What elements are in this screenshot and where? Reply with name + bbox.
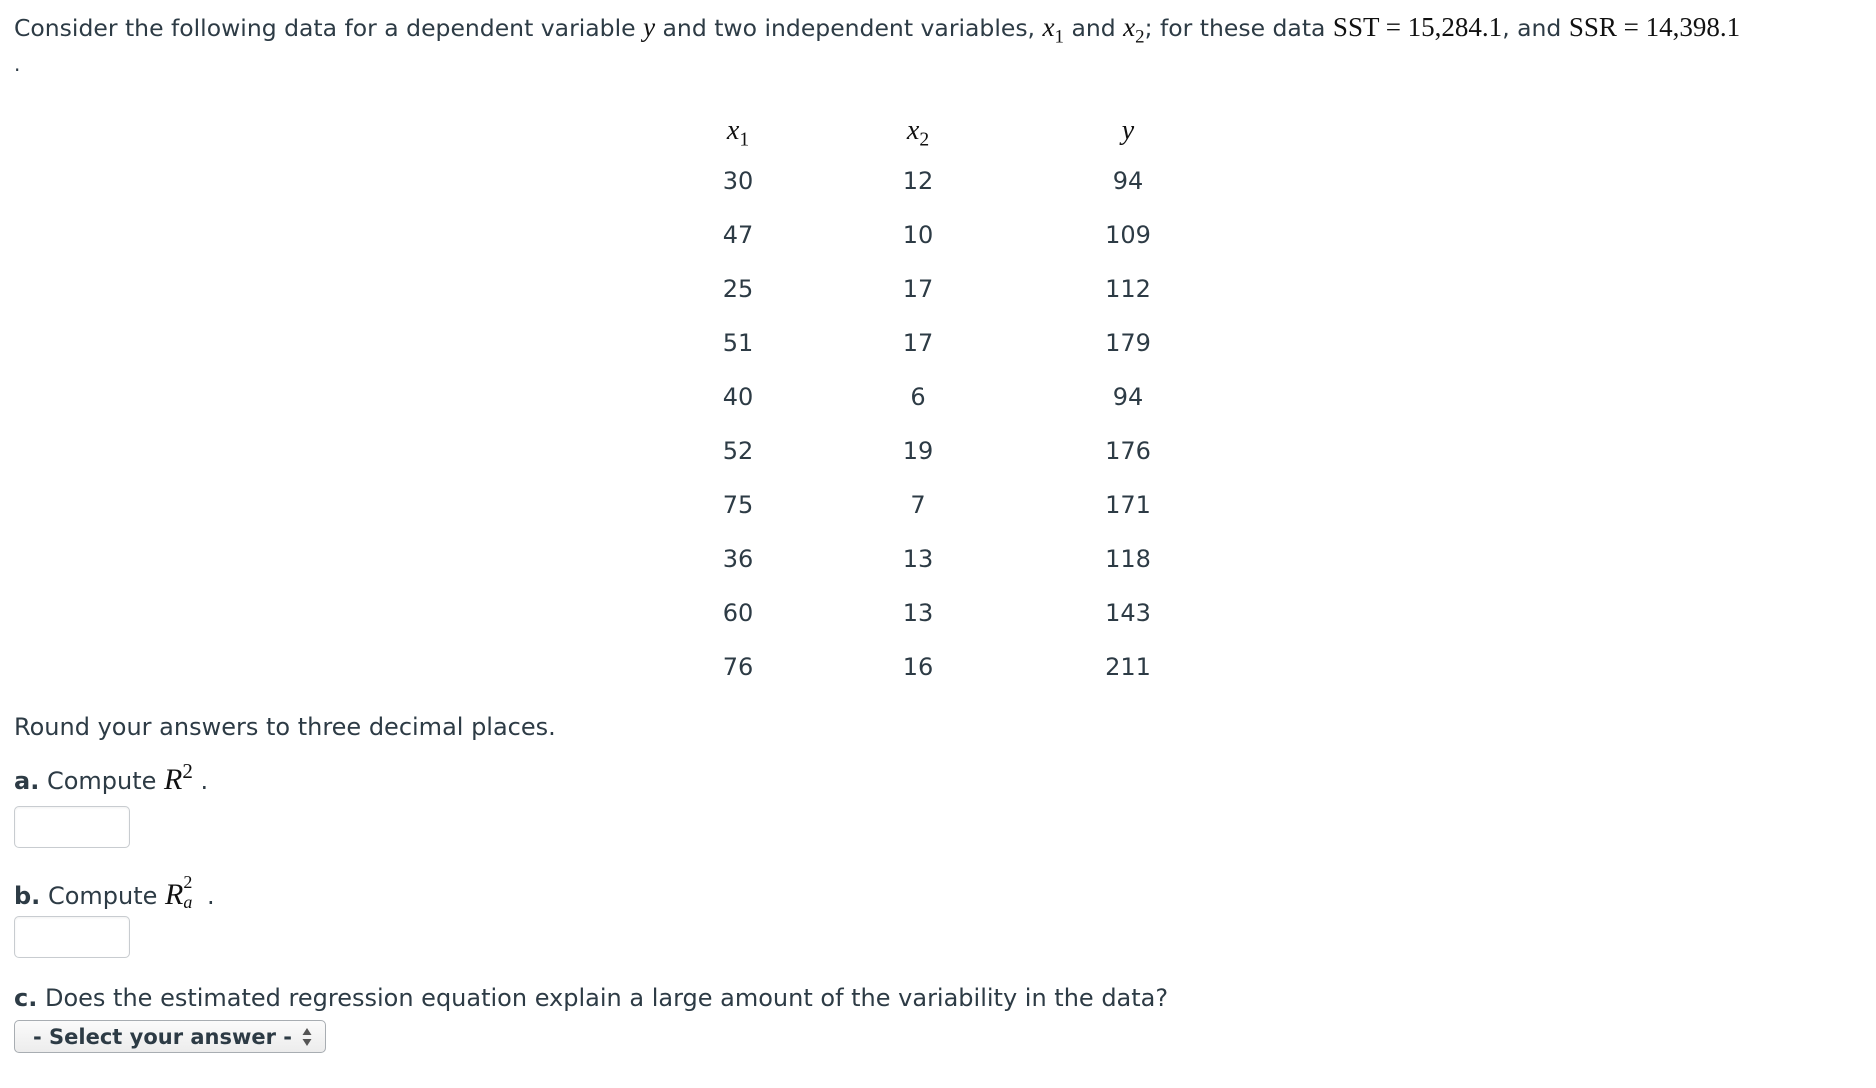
table-row xyxy=(680,424,1216,478)
sst-value: SST = 15,284.1 xyxy=(1332,12,1503,42)
cell-x1: 52 xyxy=(722,437,754,465)
intro-mid3: , and xyxy=(1502,14,1562,42)
cell-x1: 75 xyxy=(722,491,754,519)
cell-x2: 13 xyxy=(902,545,934,573)
table-row xyxy=(680,262,1216,316)
part-b-text: Compute xyxy=(47,882,158,910)
cell-x2: 6 xyxy=(910,383,926,411)
up-down-arrows-icon xyxy=(301,1025,313,1049)
part-a-prompt xyxy=(14,759,209,797)
data-table xyxy=(680,108,1216,694)
cell-x2: 19 xyxy=(902,437,934,465)
header-x1: $x_1$ xyxy=(726,115,750,151)
r-squared-answer-input[interactable] xyxy=(14,806,130,848)
r-squared-symbol: $R^2$ xyxy=(164,759,193,796)
table-row xyxy=(680,478,1216,532)
cell-x2: 12 xyxy=(902,167,934,195)
cell-x2: 7 xyxy=(910,491,926,519)
cell-x1: 76 xyxy=(722,653,754,681)
cell-x2: 17 xyxy=(902,275,934,303)
part-b-period: . xyxy=(207,882,215,910)
cell-y: 176 xyxy=(1105,437,1151,465)
cell-x2: 16 xyxy=(902,653,934,681)
variable-y: y xyxy=(643,12,656,42)
part-c-text: Does the estimated regression equation explain a large amount of the variability in the data? xyxy=(44,984,1169,1012)
part-c-prompt xyxy=(14,982,1168,1014)
cell-x2: 13 xyxy=(902,599,934,627)
adjusted-r-squared-symbol: R 2 a xyxy=(165,872,193,912)
table-row xyxy=(680,370,1216,424)
table-row xyxy=(680,586,1216,640)
problem-statement xyxy=(14,10,1874,48)
cell-x1: 36 xyxy=(722,545,754,573)
cell-y: 143 xyxy=(1105,599,1151,627)
table-row xyxy=(680,316,1216,370)
part-b-prompt xyxy=(14,874,215,912)
part-a-text: Compute xyxy=(46,767,157,795)
part-c-letter: c. xyxy=(14,984,38,1012)
cell-y: 118 xyxy=(1105,545,1151,573)
cell-x2: 10 xyxy=(902,221,934,249)
cell-x1: 30 xyxy=(722,167,754,195)
cell-y: 94 xyxy=(1112,383,1144,411)
rounding-instruction: Round your answers to three decimal places. xyxy=(14,713,556,741)
trailing-period: . xyxy=(14,52,21,76)
cell-y: 171 xyxy=(1105,491,1151,519)
cell-y: 179 xyxy=(1105,329,1151,357)
variable-x2: $x_2$ xyxy=(1123,12,1145,48)
cell-x1: 47 xyxy=(722,221,754,249)
part-b-letter: b. xyxy=(14,882,41,910)
table-header-row xyxy=(680,108,1216,154)
header-x2: $x_2$ xyxy=(906,115,930,151)
header-y: y xyxy=(1121,115,1135,146)
variable-x1: $x_1$ xyxy=(1042,12,1064,48)
answer-select-dropdown[interactable] xyxy=(14,1020,326,1053)
cell-x1: 25 xyxy=(722,275,754,303)
intro-mid1: and two independent variables, xyxy=(662,14,1036,42)
cell-x1: 60 xyxy=(722,599,754,627)
table-row xyxy=(680,640,1216,694)
ssr-value: SSR = 14,398.1 xyxy=(1568,12,1741,42)
cell-x1: 51 xyxy=(722,329,754,357)
cell-y: 211 xyxy=(1105,653,1151,681)
table-row xyxy=(680,532,1216,586)
cell-y: 112 xyxy=(1105,275,1151,303)
part-a-period: . xyxy=(200,767,209,795)
cell-y: 94 xyxy=(1112,167,1144,195)
part-a-letter: a. xyxy=(14,767,40,795)
cell-x2: 17 xyxy=(902,329,934,357)
cell-y: 109 xyxy=(1105,221,1151,249)
cell-x1: 40 xyxy=(722,383,754,411)
select-label: - Select your answer - xyxy=(33,1024,293,1049)
intro-prefix: Consider the following data for a dependent variable xyxy=(14,14,636,42)
intro-mid2: ; for these data xyxy=(1144,14,1326,42)
adjusted-r-squared-answer-input[interactable] xyxy=(14,916,130,958)
intro-and: and xyxy=(1071,14,1116,42)
table-row xyxy=(680,208,1216,262)
table-row xyxy=(680,154,1216,208)
